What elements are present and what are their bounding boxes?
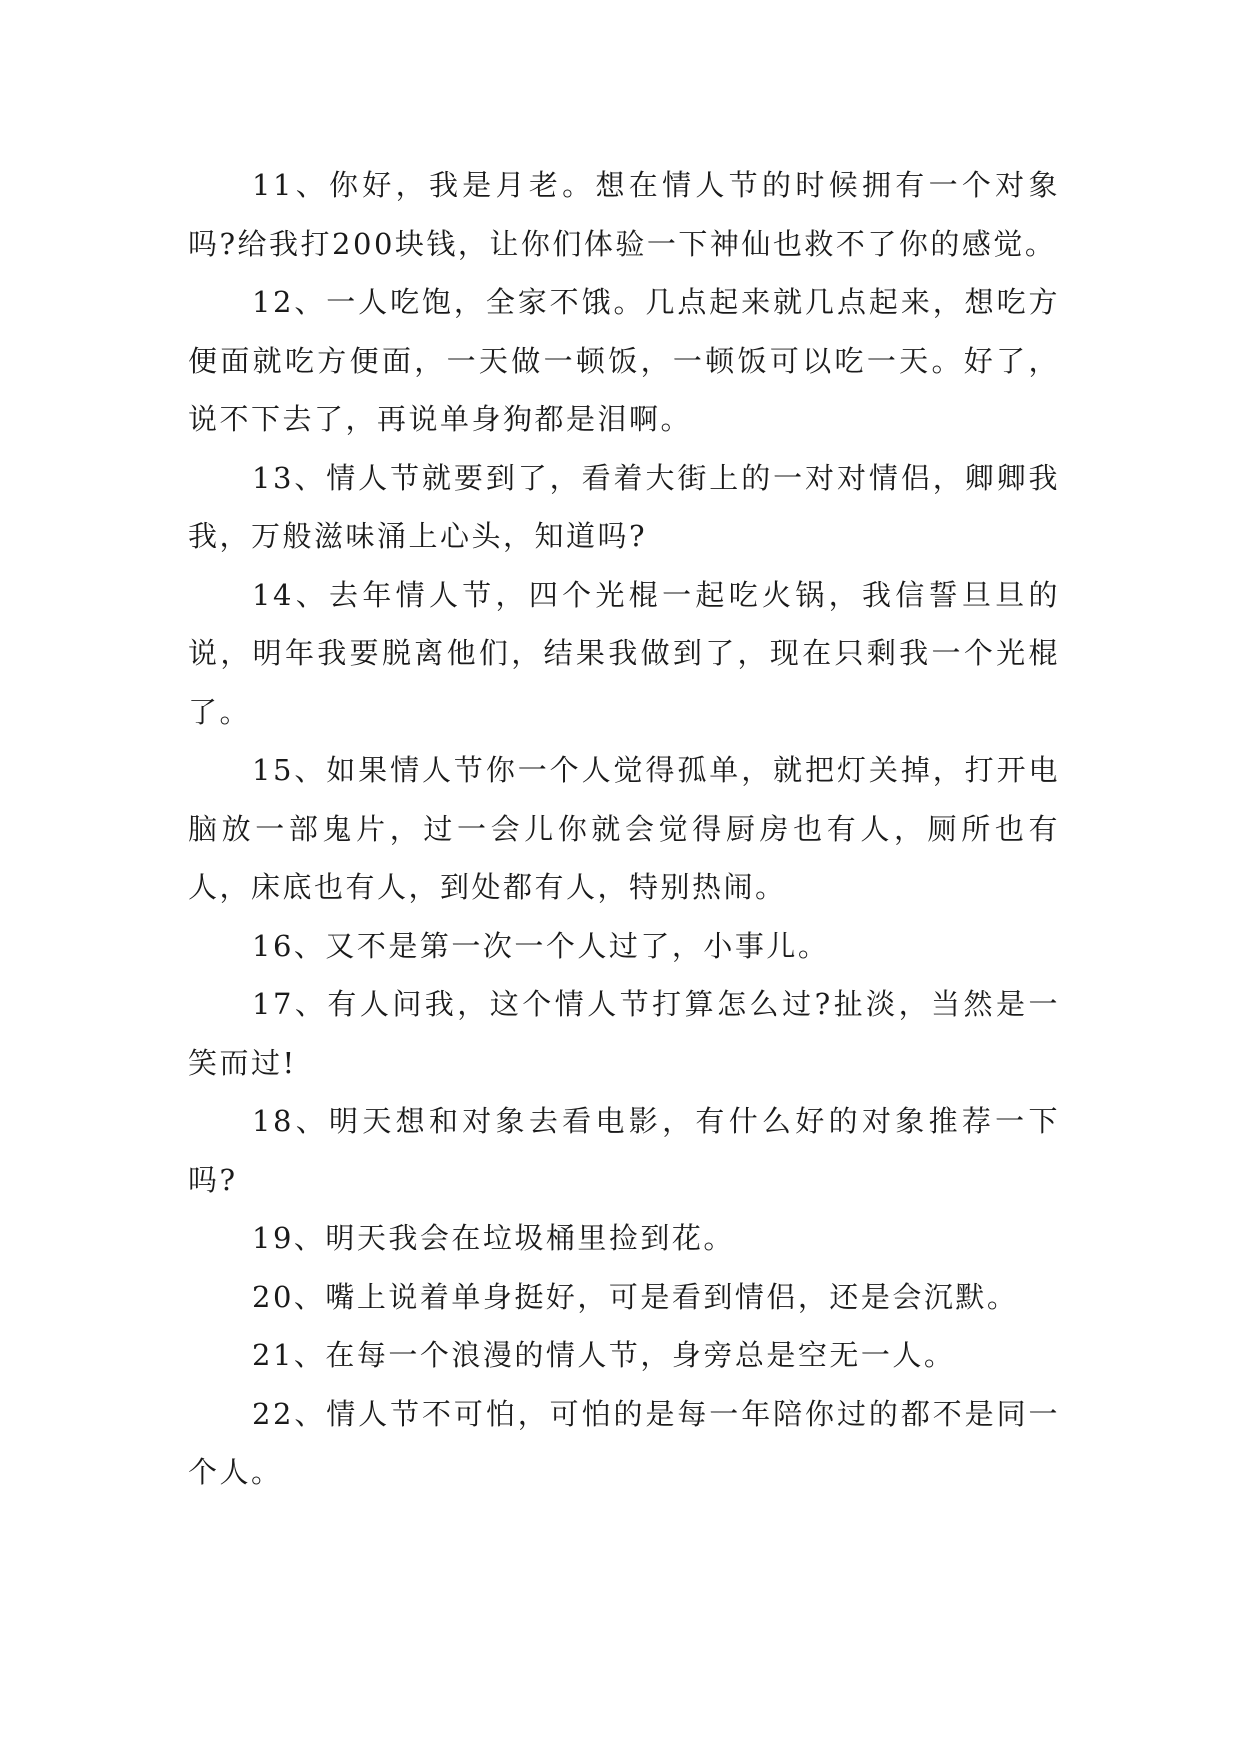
paragraph-14: 14、去年情人节，四个光棍一起吃火锅，我信誓旦旦的说，明年我要脱离他们，结果我做到了，现在只剩我一个光棍了。 — [188, 577, 1060, 729]
paragraph-12: 12、一人吃饱，全家不饿。几点起来就几点起来，想吃方便面就吃方便面，一天做一顿饭，一顿饭可以吃一天。好了，说不下去了，再说单身狗都是泪啊。 — [188, 285, 1060, 436]
paragraph-22: 22、情人节不可怕，可怕的是每一年陪你过的都不是同一个人。 — [188, 1396, 1060, 1489]
document-body — [188, 156, 1060, 1502]
paragraph-21: 21、在每一个浪漫的情人节，身旁总是空无一人。 — [252, 1338, 956, 1372]
paragraph-17: 17、有人问我，这个情人节打算怎么过?扯淡，当然是一笑而过! — [188, 987, 1060, 1080]
paragraph-11: 11、你好，我是月老。想在情人节的时候拥有一个对象吗?给我打200块钱，让你们体验一下神仙也救不了你的感觉。 — [188, 168, 1060, 261]
paragraph-20: 20、嘴上说着单身挺好，可是看到情侣，还是会沉默。 — [252, 1279, 1019, 1314]
paragraph-19: 19、明天我会在垃圾桶里捡到花。 — [252, 1221, 735, 1255]
paragraph-13: 13、情人节就要到了，看着大街上的一对对情侣，卿卿我我，万般滋味涌上心头，知道吗? — [188, 460, 1060, 553]
paragraph-18: 18、明天想和对象去看电影，有什么好的对象推荐一下吗? — [188, 1104, 1060, 1197]
paragraph-15: 15、如果情人节你一个人觉得孤单，就把灯关掉，打开电脑放一部鬼片，过一会儿你就会觉得厨房也有人，厕所也有人，床底也有人，到处都有人，特别热闹。 — [188, 753, 1060, 904]
paragraph-16: 16、又不是第一次一个人过了，小事儿。 — [252, 928, 830, 963]
